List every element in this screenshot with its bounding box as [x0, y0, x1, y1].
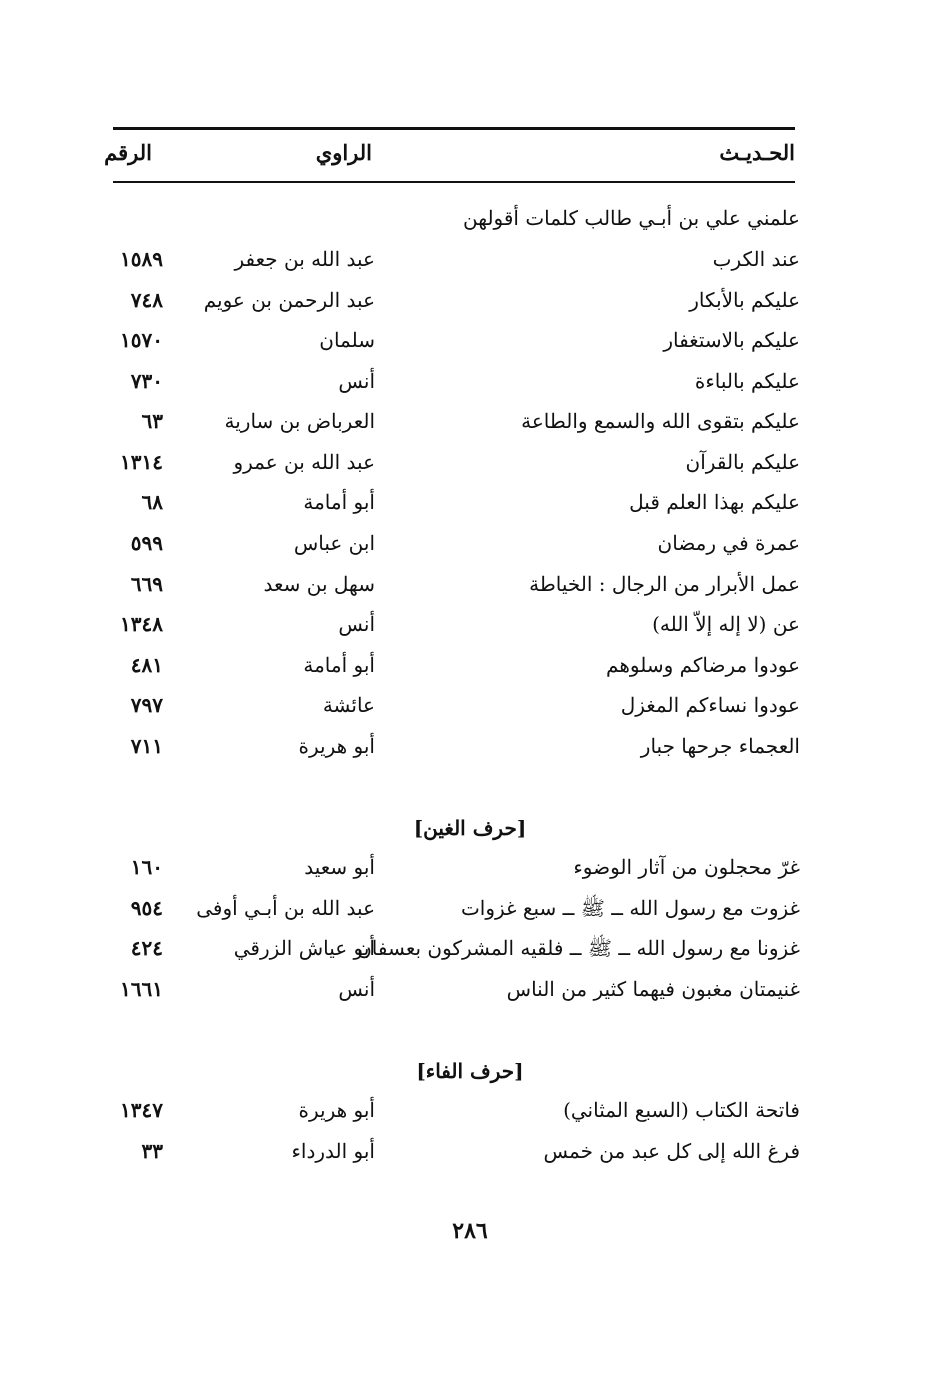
hadith-text: فرغ الله إلى كل عبد من خمس — [543, 1139, 800, 1163]
header-hadith: الحـديـث — [719, 140, 795, 165]
hadith-text: غرّ محجلون من آثار الوضوء — [573, 855, 800, 879]
narrator-name: عبد الله بن عمرو — [233, 450, 375, 474]
hadith-number: ٣٣ — [141, 1139, 163, 1163]
narrator-name: أبو أمامة — [303, 653, 375, 677]
narrator-name: أبو أمامة — [303, 490, 375, 514]
hadith-text: عند الكرب — [712, 247, 800, 271]
hadith-number: ١٣٤٧ — [120, 1098, 163, 1122]
narrator-name: سلمان — [319, 328, 375, 352]
hadith-text: عودوا نساءكم المغزل — [620, 693, 800, 717]
narrator-name: أبو عياش الزرقي — [233, 936, 375, 960]
hadith-text: غزونا مع رسول الله ــ ﷺ ــ فلقيه المشركون بعسفان — [357, 936, 800, 960]
index-row — [0, 726, 940, 766]
index-row — [0, 847, 940, 887]
index-row — [0, 523, 940, 563]
hadith-number: ١٦٠ — [130, 855, 163, 879]
narrator-name: أبو هريرة — [298, 734, 375, 758]
hadith-text: فاتحة الكتاب (السبع المثاني) — [563, 1098, 800, 1122]
hadith-text: عليكم بالقرآن — [685, 450, 800, 474]
index-row — [0, 888, 940, 928]
hadith-text: عليكم بتقوى الله والسمع والطاعة — [521, 409, 800, 433]
header-top-rule — [113, 127, 795, 130]
index-row — [0, 928, 940, 968]
hadith-number: ٤٢٤ — [130, 936, 163, 960]
hadith-number: ٧١١ — [130, 734, 163, 758]
hadith-text: عودوا مرضاكم وسلوهم — [606, 653, 800, 677]
hadith-number: ٤٨١ — [130, 653, 163, 677]
hadith-number: ١٣٤٨ — [120, 612, 163, 636]
header-bottom-rule — [113, 181, 795, 183]
index-row — [0, 1090, 940, 1130]
hadith-number: ٦٨ — [141, 490, 163, 514]
hadith-number: ٧٣٠ — [130, 369, 163, 393]
narrator-name: أبو سعيد — [304, 855, 375, 879]
header-narrator: الراوي — [315, 140, 372, 165]
narrator-name: عبد الرحمن بن عويم — [203, 288, 375, 312]
hadith-number: ١٥٨٩ — [120, 247, 163, 271]
hadith-text: علمني علي بن أبـي طالب كلمات أقولهن — [463, 206, 800, 230]
hadith-text: عليكم بالباءة — [694, 369, 800, 393]
hadith-number: ٧٩٧ — [130, 693, 163, 717]
index-row — [0, 280, 940, 320]
hadith-text: عليكم بالاستغفار — [663, 328, 800, 352]
hadith-text: غزوت مع رسول الله ــ ﷺ ــ سبع غزوات — [460, 896, 800, 920]
index-row — [0, 239, 940, 279]
index-row — [0, 1131, 940, 1171]
index-row — [0, 685, 940, 725]
hadith-text: غنيمتان مغبون فيهما كثير من الناس — [506, 977, 800, 1001]
page-number: ٢٨٦ — [452, 1218, 488, 1244]
hadith-number: ١٣١٤ — [120, 450, 163, 474]
index-row — [0, 320, 940, 360]
index-row — [0, 645, 940, 685]
narrator-name: عبد الله بن جعفر — [234, 247, 375, 271]
hadith-text: عمل الأبرار من الرجال : الخياطة — [529, 572, 800, 596]
hadith-text: عليكم بالأبكار — [689, 288, 800, 312]
hadith-number: ٦٦٩ — [130, 572, 163, 596]
hadith-text: العجماء جرحها جبار — [640, 734, 800, 758]
index-row — [0, 401, 940, 441]
narrator-name: عائشة — [322, 693, 375, 717]
hadith-number: ١٦٦١ — [120, 977, 163, 1001]
hadith-text: عن (لا إله إلاّ الله) — [652, 612, 800, 636]
hadith-number: ٩٥٤ — [130, 896, 163, 920]
index-row — [0, 969, 940, 1009]
narrator-name: أنس — [338, 977, 375, 1001]
hadith-text: عليكم بهذا العلم قبل — [629, 490, 800, 514]
hadith-number: ١٥٧٠ — [120, 328, 163, 352]
section-title: [حرف الغين] — [413, 816, 527, 840]
narrator-name: سهل بن سعد — [263, 572, 375, 596]
narrator-name: أنس — [338, 612, 375, 636]
narrator-name: ابن عباس — [293, 531, 375, 555]
index-row — [0, 442, 940, 482]
header-number: الرقم — [104, 140, 152, 165]
narrator-name: عبد الله بن أبـي أوفى — [196, 896, 375, 920]
hadith-text: عمرة في رمضان — [657, 531, 800, 555]
hadith-number: ٧٤٨ — [130, 288, 163, 312]
narrator-name: أبو الدرداء — [291, 1139, 375, 1163]
narrator-name: أنس — [338, 369, 375, 393]
index-row — [0, 604, 940, 644]
index-row — [0, 564, 940, 604]
narrator-name: أبو هريرة — [298, 1098, 375, 1122]
index-row — [0, 361, 940, 401]
hadith-number: ٥٩٩ — [130, 531, 163, 555]
index-row — [0, 482, 940, 522]
hadith-number: ٦٣ — [141, 409, 163, 433]
narrator-name: العرباض بن سارية — [224, 409, 375, 433]
section-title: [حرف الفاء] — [416, 1059, 524, 1083]
continuation-row — [0, 198, 940, 238]
